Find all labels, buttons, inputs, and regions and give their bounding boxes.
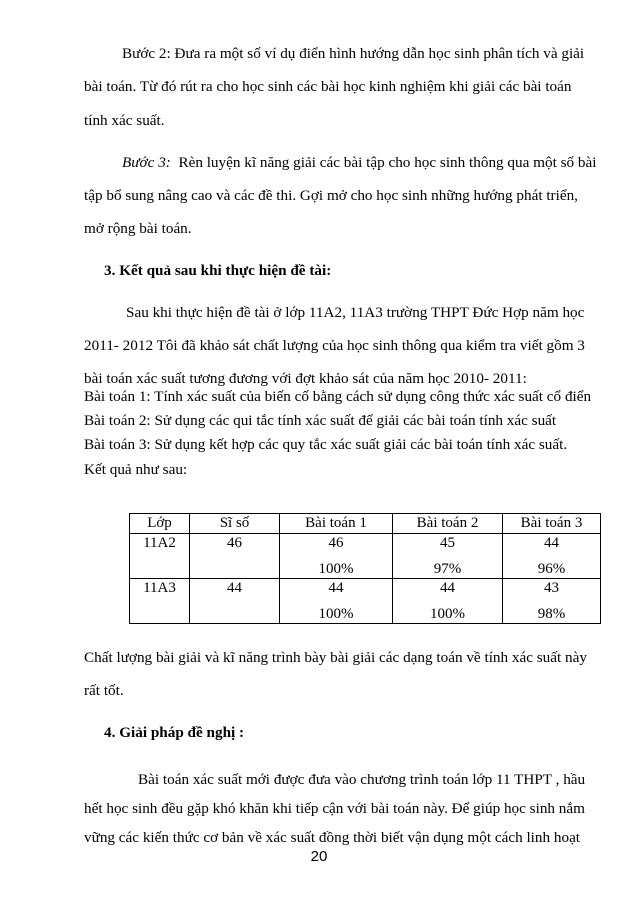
step2-line1: Bước 2: Đưa ra một số ví dụ điển hình hướng dẫn học sinh phân tích và giải	[122, 45, 585, 62]
header-problem-3: Bài toán 3	[503, 514, 601, 534]
step3-line1-text: Rèn luyện kĩ năng giải các bài tập cho học sinh thông qua một số bài	[178, 154, 597, 171]
header-class: Lớp	[130, 514, 190, 534]
problem-3: Bài toán 3: Sử dụng kết hợp các quy tắc xác suất giải các bài toán tính xác suất.	[84, 436, 568, 453]
step3-line2: tập bổ sung nâng cao và các đề thi. Gợi mở cho học sinh những hướng phát triển,	[84, 187, 578, 204]
problem-2: Bài toán 2: Sử dụng các qui tắc tính xác suất để giải các bài toán tính xác suất	[84, 412, 557, 429]
section3-heading: 3. Kết quả sau khi thực hiện đề tài:	[104, 262, 332, 279]
quality-line2: rất tốt.	[84, 682, 124, 699]
section4-heading: 4. Giải pháp đề nghị :	[104, 724, 245, 741]
table-header-row	[130, 514, 601, 534]
step2-line3: tính xác suất.	[84, 112, 165, 129]
cell-class: 11A2	[130, 534, 190, 579]
cell-size: 46	[190, 534, 280, 579]
table-row	[130, 579, 601, 624]
cell-problem-3	[503, 534, 601, 579]
result-intro: Kết quả như sau:	[84, 461, 188, 478]
percent-value: 98%	[537, 606, 566, 622]
section3-para-line3: bài toán xác suất tương đương với đợt khảo sát của năm học 2010- 2011:	[84, 370, 527, 387]
step3-line1	[122, 154, 596, 172]
percent-value: 100%	[430, 606, 465, 622]
cell-class: 11A3	[130, 579, 190, 624]
count-value: 45	[440, 535, 455, 551]
count-value: 44	[544, 535, 559, 551]
cell-problem-2	[393, 579, 503, 624]
table-row	[130, 534, 601, 579]
section3-para-line2: 2011- 2012 Tôi đã khảo sát chất lượng của học sinh thông qua kiểm tra viết gồm 3	[84, 337, 585, 354]
section4-line1: Bài toán xác suất mới được đưa vào chương trình toán lớp 11 THPT , hầu	[138, 771, 586, 788]
cell-size: 44	[190, 579, 280, 624]
percent-value: 96%	[537, 561, 566, 577]
section4-line2: hết học sinh đều gặp khó khăn khi tiếp cận với bài toán này. Để giúp học sinh nắm	[84, 800, 585, 817]
problem-1: Bài toán 1: Tính xác suất của biến cố bằng cách sử dụng công thức xác suất cổ điển	[84, 388, 592, 405]
quality-line1: Chất lượng bài giải và kĩ năng trình bày bài giải các dạng toán về tính xác suất này	[84, 649, 587, 666]
cell-problem-1	[280, 534, 393, 579]
step2-line2: bài toán. Từ đó rút ra cho học sinh các bài học kinh nghiệm khi giải các bài toán	[84, 78, 572, 95]
header-size: Sĩ số	[190, 514, 280, 534]
percent-value: 97%	[433, 561, 462, 577]
results-table	[129, 513, 601, 624]
header-problem-2: Bài toán 2	[393, 514, 503, 534]
step3-line3: mở rộng bài toán.	[84, 220, 192, 237]
percent-value: 100%	[318, 606, 354, 622]
page-number: 20	[310, 848, 328, 865]
count-value: 44	[440, 580, 455, 596]
section3-para-line1: Sau khi thực hiện đề tài ở lớp 11A2, 11A3 trường THPT Đức Hợp năm học	[126, 304, 585, 321]
cell-problem-3	[503, 579, 601, 624]
count-value: 46	[328, 535, 344, 551]
cell-problem-2	[393, 534, 503, 579]
section4-line3: vững các kiến thức cơ bản về xác suất đồng thời biết vận dụng một cách linh hoạt	[84, 829, 581, 846]
count-value: 44	[328, 580, 344, 596]
percent-value: 100%	[318, 561, 354, 577]
count-value: 43	[544, 580, 559, 596]
step3-label: Bước 3:	[122, 154, 171, 171]
cell-problem-1	[280, 579, 393, 624]
header-problem-1: Bài toán 1	[280, 514, 393, 534]
